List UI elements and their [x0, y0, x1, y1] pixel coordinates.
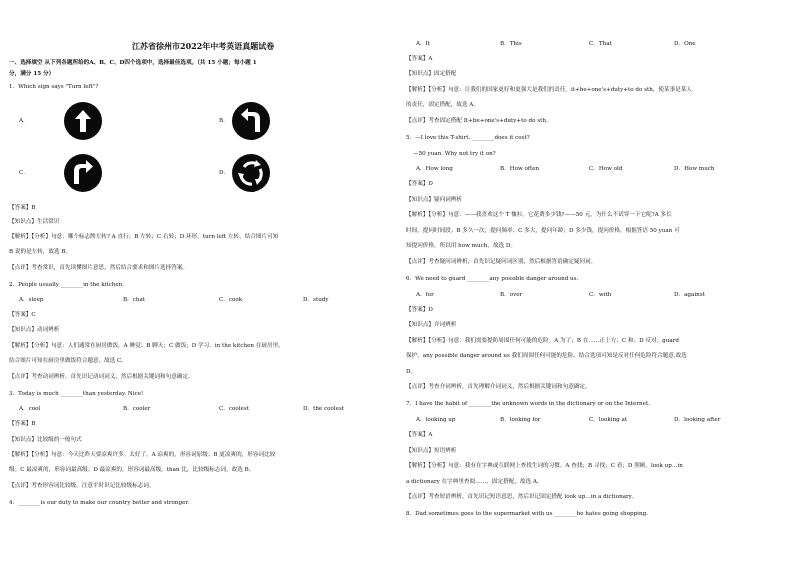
q7-option-c: C．looking at	[589, 417, 628, 423]
q6-knowledge-point: 【知识点】介词辨析	[406, 322, 457, 328]
q7-knowledge-point: 【知识点】短语辨析	[406, 448, 457, 454]
q7-option-d: D．looking after	[674, 417, 721, 423]
q3-option-c: C．coolest	[219, 406, 249, 412]
q4-analysis-line2: 的责任，固定搭配，故选 A。	[406, 102, 479, 108]
q1-option-d-label: D．	[219, 170, 230, 176]
q5-option-b: B．How often	[500, 166, 540, 172]
q3-option-d: D．the coolest	[303, 406, 345, 412]
q4-option-d: D．One	[674, 41, 696, 47]
q4-option-c: C．That	[589, 41, 612, 47]
q2-option-c: C．cook	[219, 297, 243, 303]
page-title: 江苏省徐州市2022年中考英语真题试卷	[132, 41, 275, 51]
q2-analysis-line2: 结合图片可知在厨房里做饭符合题意，故选 C。	[9, 358, 127, 364]
q3-analysis-line2: 级；C 最凉爽的，形容词最高级；D 最凉爽的，形容词最高级。than 比，比较级标志词，故选 B。	[9, 467, 255, 473]
q5-knowledge-point: 【知识点】疑问词辨析	[406, 197, 462, 203]
q5-answer: 【答案】D	[406, 181, 433, 187]
q1-knowledge-point: 【知识点】生活常识	[9, 219, 60, 225]
q3-option-b: B．cooler	[123, 406, 151, 412]
q1-option-b-label: B．	[219, 118, 229, 124]
turn-left-sign-icon	[232, 102, 270, 140]
turn-right-sign-icon	[64, 154, 102, 192]
q4-analysis-line1: 【解析】【分析】句意：让我们的国家更好和更强大是我们的责任。it+be+one's+duty+to do sth，使某事是某人	[406, 87, 692, 93]
q5-option-d: D．How much	[674, 166, 715, 172]
q6-option-c: C．with	[589, 292, 612, 298]
q5-option-a: A．How long	[416, 166, 453, 172]
q4-comment: 【点评】考查固定搭配 It+be+one's+duty+to do sth。	[406, 118, 552, 124]
roundabout-sign-icon	[232, 154, 270, 192]
q5-stem-reply: —50 yuan. Why not try it on?	[413, 151, 496, 157]
q1-stem: 1．Which sign says "Turn left"?	[9, 84, 99, 90]
q4-option-b: B．This	[500, 41, 522, 47]
section-heading-line2: 分，满分 15 分）	[9, 71, 55, 77]
q2-option-d: D．study	[303, 297, 329, 303]
q2-answer: 【答案】C	[9, 312, 36, 318]
q6-analysis-line1: 【解析】【分析】句意：我们需要提防周围任何可能的危险。A 为了；B 在……正上方；C 和；D 反对。guard	[406, 338, 679, 344]
q7-answer: 【答案】A	[406, 432, 433, 438]
q5-comment: 【点评】考查疑问词辨析，首先识记疑问词区别，然后根据答语确定疑问词。	[406, 259, 597, 265]
q1-option-c-label: C．	[19, 170, 29, 176]
q6-analysis-line3: D。	[406, 369, 417, 375]
q3-comment: 【点评】考查形容词比较级，注意平时识记比较级标志词。	[9, 483, 155, 489]
q5-analysis-line1: 【解析】【分析】句意：——我喜欢这个 T 恤衫。它花费多少钱?——50 元。为什么不试穿一下它呢?A 多长	[406, 212, 672, 218]
q7-option-a: A．looking up	[416, 417, 456, 423]
q4-knowledge-point: 【知识点】固定搭配	[406, 71, 457, 77]
q6-answer: 【答案】D	[406, 307, 433, 313]
q2-option-b: B．chat	[123, 297, 146, 303]
q6-analysis-line2: 保护，any possible danger around us 我们周围任何可能的危险，结合选项可知是反对任何危险符合题意,故选	[406, 353, 687, 359]
q5-analysis-line3: 知提问价格，所以用 how much，故选 D。	[406, 243, 516, 249]
q3-analysis-line1: 【解析】【分析】句意：今天比昨天要凉爽许多。太好了。A 凉爽的，形容词原级；B 更凉爽的，形容词比较	[9, 452, 276, 458]
section-heading-line1: 一、选择填空 从下列各题所给的A、B、C、D四个选项中，选择最佳选项。（共 15 小题；每小题 1	[9, 60, 257, 66]
q5-option-c: C．How old	[589, 166, 623, 172]
q2-analysis-line1: 【解析】【分析】句意：人们通常在厨房做饭。A 睡觉；B 聊天；C 做饭；D 学习。in the kitchen 在厨房里，	[9, 343, 284, 349]
q6-comment: 【点评】考查介词辨析，首先理解介词词义，然后根据关键词和句意确定。	[406, 384, 591, 390]
q1-analysis-line2: B 说的是左转，故选 B。	[9, 249, 72, 255]
q2-option-a: A．sleep	[19, 297, 44, 303]
q5-stem: 5．—I love this T-shirt. ________does it cost?	[406, 135, 530, 141]
q4-option-a: A．It	[416, 41, 431, 47]
arrow-up-sign-icon	[64, 102, 102, 140]
q6-option-d: D．against	[674, 292, 705, 298]
q1-answer: 【答案】B	[9, 205, 36, 211]
q7-comment: 【点评】考查短语辨析，首先识记短语意思，然后识记固定搭配 look up…in a dictionary。	[406, 494, 638, 500]
q1-option-a-label: A．	[19, 118, 29, 124]
q6-stem: 6．We need to guard ________any possible danger around us.	[406, 276, 579, 282]
q3-answer: 【答案】B	[9, 421, 36, 427]
right-column	[397, 0, 782, 562]
q2-comment: 【点评】考查动词辨析，首先识记动词词义，然后根据关键词和句意确定。	[9, 374, 194, 380]
left-column	[0, 0, 385, 562]
q5-analysis-line2: 时间，提问时间段；B 多久一次，提问频率；C 多大，提问年龄；D 多少钱，提问价格。根据答语 50 yuan 可	[406, 228, 680, 234]
q7-option-b: B．looking for	[500, 417, 541, 423]
q3-stem: 3．Today is much ________than yesterday. Nice!	[9, 391, 144, 397]
q6-option-b: B．over	[500, 292, 523, 298]
q8-stem: 8．Dad sometimes goes to the supermarket with us ________he hates going shopping.	[406, 511, 648, 517]
q4-stem: 4．________is our duty to make our country better and stronger.	[9, 500, 190, 506]
q3-knowledge-point: 【知识点】比较级的一般句式	[9, 437, 82, 443]
q6-option-a: A．for	[416, 292, 434, 298]
q4-answer: 【答案】A	[406, 56, 433, 62]
q7-analysis-line1: 【解析】【分析】句意：我有在字典或互联网上查找生词的习惯。A 查找；B 寻找；C 看；D 照顾。look up…in	[406, 463, 683, 469]
q7-stem: 7．I have the habit of ________the unknown words in the dictionary or on the Internet.	[406, 401, 650, 407]
q3-option-a: A．cool	[19, 406, 41, 412]
q1-comment: 【点评】考查常识，首先读懂图片意思，然后结合要求和图片选择答案。	[9, 265, 189, 271]
q7-analysis-line2: a dictionary 在字典里查阅……，固定搭配，故选 A。	[406, 479, 543, 485]
q2-stem: 2．People usually ________in the kitchen.	[9, 282, 125, 288]
q1-analysis-line1: 【解析】【分析】句意：哪个标志牌左转? A 直行；B 左转；C 右转；D 环形。turn left 左转，结合图片可知	[9, 234, 279, 240]
q2-knowledge-point: 【知识点】动词辨析	[9, 327, 60, 333]
